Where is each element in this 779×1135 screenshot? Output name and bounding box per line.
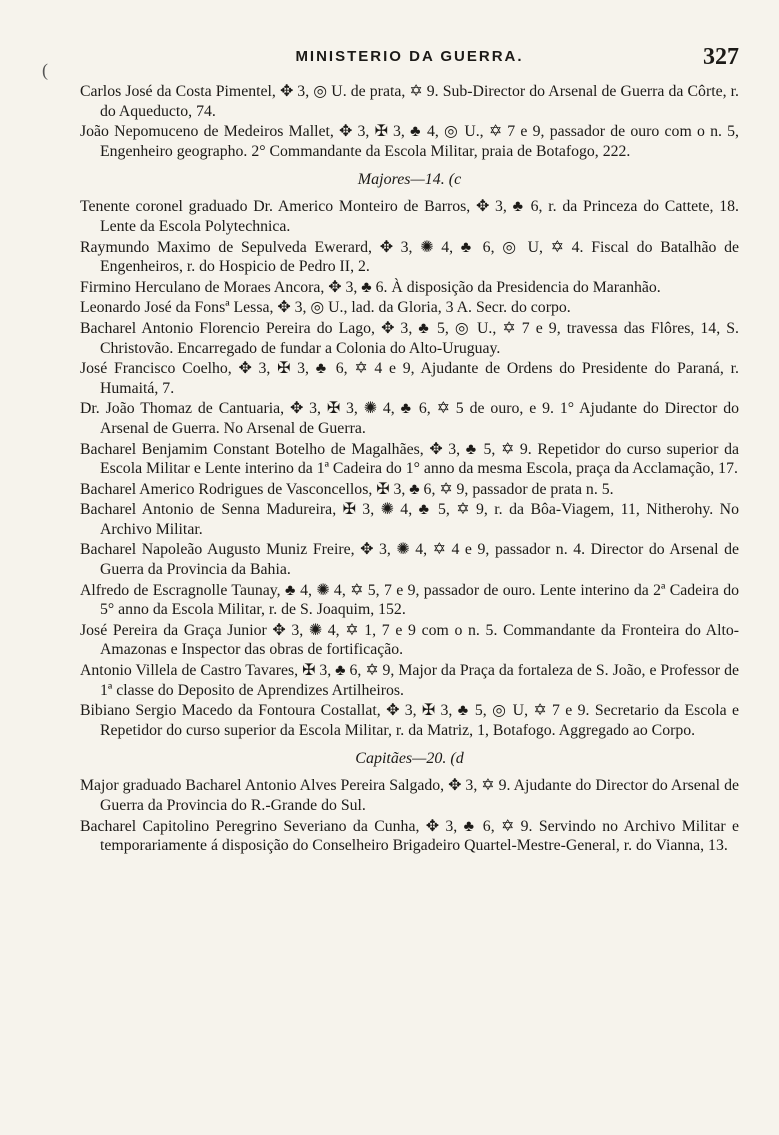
- capitao-entry: Major graduado Bacharel Antonio Alves Pereira Salgado, ✥ 3, ✡ 9. Ajudante do Director do Arsenal de Guerra da Provincia do R.-Grande do Sul.: [80, 777, 739, 814]
- major-entry: Alfredo de Escragnolle Taunay, ♣ 4, ✺ 4, ✡ 5, 7 e 9, passador de ouro. Lente interino da 2ª Cadeira do 5° anno da Escola Militar, r. de S. Joaquim, 152.: [80, 581, 739, 619]
- major-entry: Leonardo José da Fonsª Lessa, ✥ 3, ◎ U., lad. da Gloria, 3 A. Secr. do corpo.: [80, 299, 571, 317]
- entry-joao-mallet: João Nepomuceno de Medeiros Mallet, ✥ 3, ✠ 3, ♣ 4, ◎ U., ✡ 7 e 9, passador de ouro com o n. 5, Engenheiro geographo. 2° Commandante da Escola Militar, praia de Botafogo, 222.: [80, 123, 739, 160]
- capitao-entry: Bacharel Capitolino Peregrino Severiano da Cunha, ✥ 3, ♣ 6, ✡ 9. Servindo no Archivo Militar e temporariamente á disposição do Conselheiro Brigadeiro Quartel-Mestre-General, r. do Vianna, 13.: [80, 817, 739, 855]
- section-title-majores: Majores—14. (c: [357, 171, 462, 189]
- major-entry: Tenente coronel graduado Dr. Americo Monteiro de Barros, ✥ 3, ♣ 6, r. da Princeza do Cattete, 18. Lente da Escola Polytechnica.: [80, 198, 739, 235]
- page-number: 327: [703, 44, 739, 70]
- page-header: [80, 44, 739, 82]
- major-entry: Bacharel Antonio de Senna Madureira, ✠ 3, ✺ 4, ♣ 5, ✡ 9, r. da Bôa-Viagem, 11, Nitherohy. No Archivo Militar.: [80, 501, 739, 538]
- major-entry: Raymundo Maximo de Sepulveda Ewerard, ✥ 3, ✺ 4, ♣ 6, ◎ U, ✡ 4. Fiscal do Batalhão de Engenheiros, r. do Hospicio de Pedro II, 2.: [80, 238, 739, 276]
- major-entry: Bacharel Benjamim Constant Botelho de Magalhães, ✥ 3, ♣ 5, ✡ 9. Repetidor do curso superior da Escola Militar e Lente interino da 1ª Cadeira do 1° anno da mesma Escola, praça da Acclamação, 17.: [80, 440, 739, 478]
- major-entry: Firmino Herculano de Moraes Ancora, ✥ 3, ♣ 6. À disposição da Presidencia do Maranhão.: [80, 278, 661, 296]
- major-entry: José Pereira da Graça Junior ✥ 3, ✺ 4, ✡ 1, 7 e 9 com o n. 5. Commandante da Fronteira do Alto-Amazonas e Inspector das obras de fortificação.: [80, 621, 739, 659]
- margin-mark: (: [42, 60, 48, 80]
- section-title-capitaes: Capitães—20. (d: [355, 750, 464, 768]
- major-entry: Antonio Villela de Castro Tavares, ✠ 3, ♣ 6, ✡ 9, Major da Praça da fortaleza de S. João, e Professor de 1ª classe do Deposito de Aprendizes Artilheiros.: [80, 662, 739, 699]
- major-entry: José Francisco Coelho, ✥ 3, ✠ 3, ♣ 6, ✡ 4 e 9, Ajudante de Ordens do Presidente do Paraná, r. Humaitá, 7.: [80, 360, 739, 397]
- major-entry: Bacharel Napoleão Augusto Muniz Freire, ✥ 3, ✺ 4, ✡ 4 e 9, passador n. 4. Director do Arsenal de Guerra da Provincia da Bahia.: [80, 541, 739, 579]
- major-entry: Dr. João Thomaz de Cantuaria, ✥ 3, ✠ 3, ✺ 4, ♣ 6, ✡ 5 de ouro, e 9. 1° Ajudante do Director do Arsenal de Guerra. No Arsenal de Guerra.: [80, 400, 739, 437]
- entry-carlos-pimentel: Carlos José da Costa Pimentel, ✥ 3, ◎ U. de prata, ✡ 9. Sub-Director do Arsenal de Guerra da Côrte, r. do Aqueducto, 74.: [80, 83, 739, 120]
- major-entry: Bacharel Americo Rodrigues de Vasconcellos, ✠ 3, ♣ 6, ✡ 9, passador de prata n. 5.: [80, 480, 614, 498]
- page-title: MINISTERIO DA GUERRA.: [295, 48, 524, 65]
- major-entry: Bibiano Sergio Macedo da Fontoura Costallat, ✥ 3, ✠ 3, ♣ 5, ◎ U, ✡ 7 e 9. Secretario da Escola e Repetidor do curso superior da Escola Militar, r. da Matriz, 1, Botafogo. Aggregado ao Corpo.: [80, 702, 739, 739]
- major-entry: Bacharel Antonio Florencio Pereira do Lago, ✥ 3, ♣ 5, ◎ U., ✡ 7 e 9, travessa das Flôres, 14, S. Christovão. Encarregado de fundar a Colonia do Alto-Uruguay.: [80, 319, 739, 357]
